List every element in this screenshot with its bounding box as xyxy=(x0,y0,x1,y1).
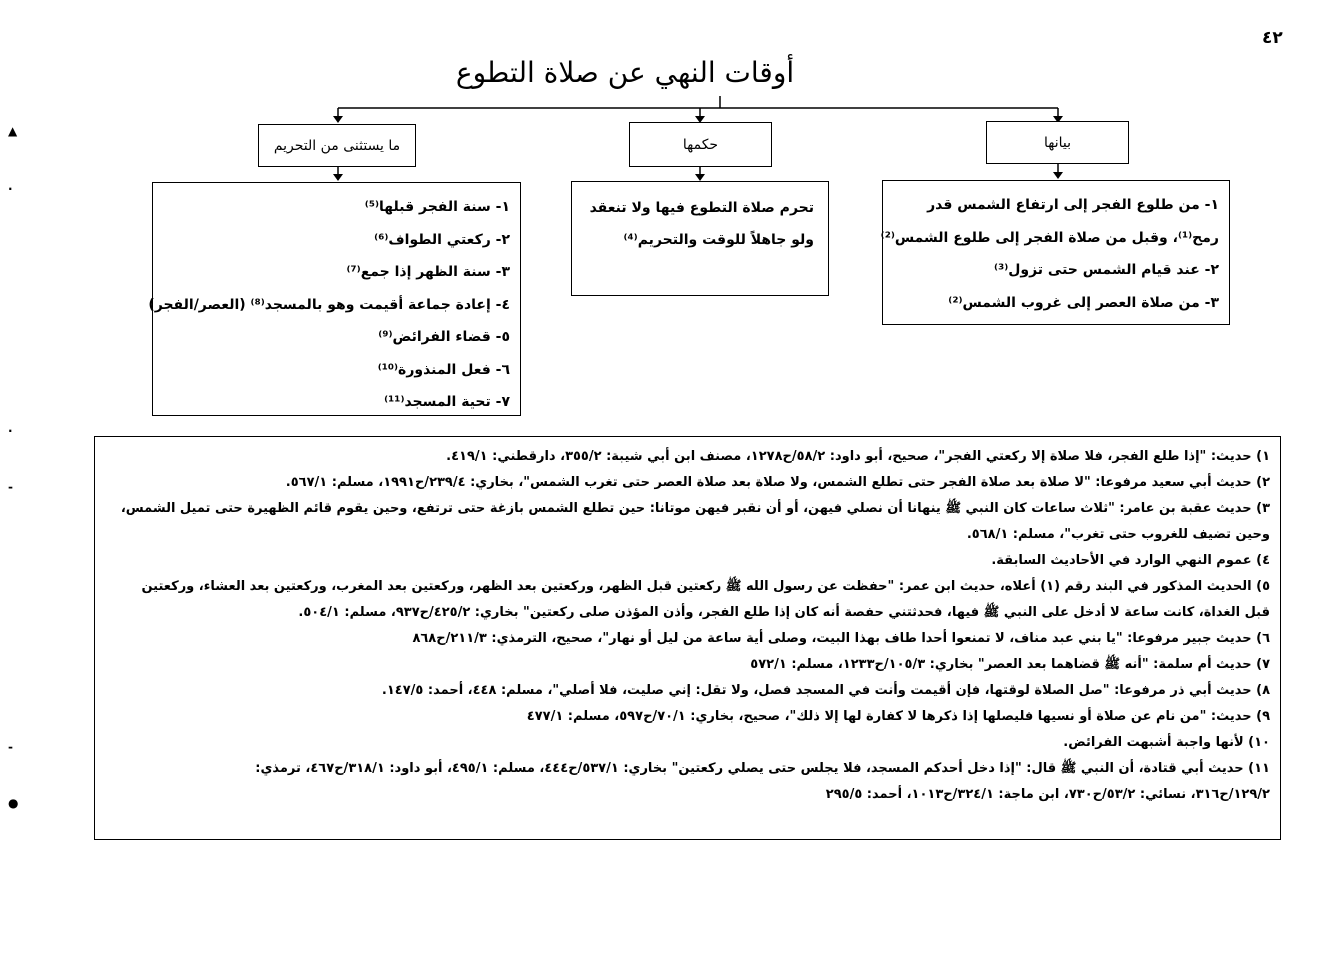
scan-mark: - xyxy=(8,740,13,754)
scan-mark: · xyxy=(8,424,13,438)
diagram-title: أوقات النهي عن صلاة التطوع xyxy=(455,56,795,89)
scan-mark: - xyxy=(8,480,13,494)
explanation-line: ١- من طلوع الفجر إلى ارتفاع الشمس قدر xyxy=(927,197,1219,213)
exception-item: ١- سنة الفجر قبلها⁽⁵⁾ xyxy=(364,199,510,215)
footnote-line: ٣) حديث عقبة بن عامر: "ثلاث ساعات كان النبي ﷺ ينهانا أن نصلي فيهن، أو أن نقبر فيهن موتانا: حين تطلع الشمس بازغة حتى ترتفع، وحين يقوم قائم الظهيرة حتى تميل الشمس، xyxy=(120,501,1270,516)
scan-mark: · xyxy=(8,182,13,196)
explanation-line: ٣- من صلاة العصر إلى غروب الشمس⁽²⁾ xyxy=(948,294,1219,311)
footnote-line: وحين تضيف للغروب حتى تغرب"، مسلم: ٥٦٨/١. xyxy=(966,527,1270,542)
footnote-line: ٢) حديث أبي سعيد مرفوعا: "لا صلاة بعد صلاة الفجر حتى تطلع الشمس، ولا صلاة بعد صلاة العصر حتى تغرب الشمس"، بخاري: ٢٣٩/٤/ح١٩٩١، مسلم: ٥٦٧/١. xyxy=(285,475,1270,490)
footnote-line: ٩) حديث: "من نام عن صلاة أو نسيها فليصلها إذا ذكرها لا كفارة لها إلا ذلك"، صحيح، بخاري: ٧٠/١/ح٥٩٧، مسلم: ٤٧٧/١ xyxy=(526,709,1270,724)
exceptions-box xyxy=(148,182,521,416)
footnote-line: ٥) الحديث المذكور في البند رقم (١) أعلاه، حديث ابن عمر: "حفظت عن رسول الله ﷺ ركعتين قبل الظهر، وركعتين بعد الظهر، وركعتين بعد المغرب، وركعتين بعد العشاء، وركعتين xyxy=(141,579,1270,594)
explanation-line: ٢- عند قيام الشمس حتى تزول⁽³⁾ xyxy=(994,262,1219,278)
header-explanation-label: بيانها xyxy=(1043,134,1071,151)
explanation-box xyxy=(882,180,1230,325)
exception-item: ٣- سنة الظهر إذا جمع⁽⁷⁾ xyxy=(346,264,510,280)
footnote-line: ٨) حديث أبي ذر مرفوعا: "صل الصلاة لوقتها، فإن أقيمت وأنت في المسجد فصل، ولا تقل: إني صليت، فلا أصلي"، مسلم: ٤٤٨، أحمد: ١٤٧/٥. xyxy=(381,683,1270,698)
page-number: ٤٢ xyxy=(1262,28,1283,48)
exception-item: ٥- قضاء الفرائض⁽⁹⁾ xyxy=(378,329,510,345)
explanation-line: رمح⁽¹⁾، وقبل من صلاة الفجر إلى طلوع الشمس⁽²⁾ xyxy=(880,229,1219,246)
footnote-line: ١) حديث: "إذا طلع الفجر، فلا صلاة إلا ركعتي الفجر"، صحيح، أبو داود: ٥٨/٢/ح١٢٧٨، مصنف ابن أبي شيبة: ٣٥٥/٢، دارقطني: ٤١٩/١. xyxy=(446,449,1270,464)
footnote-line: ١٠) لأنها واجبة أشبهت الفرائض. xyxy=(1063,735,1270,750)
footnote-line: ٧) حديث أم سلمة: "أنه ﷺ قضاهما بعد العصر" بخاري: ١٠٥/٣/ح١٢٣٣، مسلم: ٥٧٢/١ xyxy=(750,657,1270,672)
footnotes-box xyxy=(94,436,1281,840)
footnote-line: ١٢٩/٢/ح٣١٦، نسائي: ٥٣/٢/ح٧٣٠، ابن ماجة: ٣٢٤/١/ح١٠١٣، أحمد: ٢٩٥/٥ xyxy=(825,787,1270,802)
header-exceptions xyxy=(258,124,416,167)
header-explanation xyxy=(986,121,1129,164)
exception-item: ٤- إعادة جماعة أقيمت وهو بالمسجد⁽⁸⁾ (العصر/الفجر) xyxy=(148,296,510,313)
ruling-box xyxy=(571,181,829,296)
scan-mark: ▲ xyxy=(8,124,18,138)
footnote-line: ٤) عموم النهي الوارد في الأحاديث السابقة. xyxy=(991,553,1270,568)
exception-item: ٢- ركعتي الطواف⁽⁶⁾ xyxy=(374,231,510,248)
scan-mark: ● xyxy=(8,796,19,810)
header-ruling-label: حكمها xyxy=(682,136,719,153)
exception-item: ٦- فعل المنذورة⁽¹⁰⁾ xyxy=(377,361,510,378)
footnotes-list xyxy=(99,444,1270,808)
footnote-line: ١١) حديث أبي قتادة، أن النبي ﷺ قال: "إذا دخل أحدكم المسجد، فلا يجلس حتى يصلي ركعتين" بخاري: ٥٣٧/١/ح٤٤٤، مسلم: ٤٩٥/١، أبو داود: ٣١٨/١/ح٤٦٧، ترمذي: xyxy=(255,761,1270,776)
header-exceptions-label: ما يستثنى من التحريم xyxy=(273,137,401,154)
footnote-line: ٦) حديث جبير مرفوعا: "يا بني عبد مناف، لا تمنعوا أحدا طاف بهذا البيت، وصلى أية ساعة من ليل أو نهار"، صحيح، الترمذي: ٢١١/٣/ح٨٦٨ xyxy=(412,631,1270,646)
exception-item: ٧- تحية المسجد⁽¹¹⁾ xyxy=(384,394,510,410)
ruling-line: تحرم صلاة التطوع فيها ولا تنعقد xyxy=(589,200,814,216)
ruling-line: ولو جاهلاً للوقت والتحريم⁽⁴⁾ xyxy=(623,232,814,248)
footnote-line: قبل الغداة، كانت ساعة لا أدخل على النبي ﷺ فيها، فحدثتني حفصة أنه كان إذا طلع الفجر، وأذن المؤذن صلى ركعتين" بخاري: ٤٢٥/٢/ح٩٣٧، مسلم: ٥٠٤/١. xyxy=(298,605,1270,620)
header-ruling xyxy=(629,122,772,167)
